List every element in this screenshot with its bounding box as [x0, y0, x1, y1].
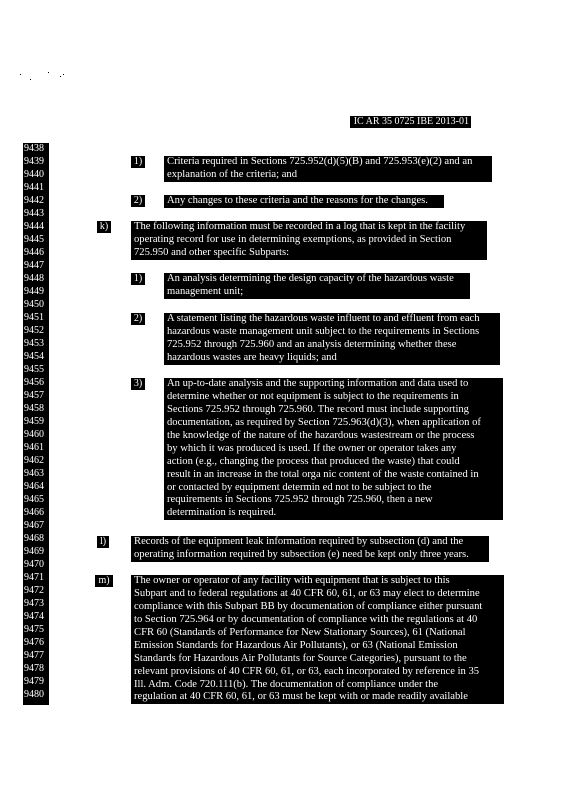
text-line: Records of the equipment leak information required by subsection (d) and the	[134, 536, 464, 547]
text-line: regulation at 40 CFR 60, 61, or 63 must be kept with or made readily available	[134, 691, 468, 703]
line-number: 9450	[24, 299, 44, 310]
line-number: 9452	[24, 325, 44, 336]
line-number: 9475	[24, 624, 44, 635]
line-number: 9459	[24, 416, 44, 427]
item-marker-k3: 3)	[131, 378, 145, 390]
text-line: The owner or operator of any facility with equipment that is subject to this	[134, 575, 450, 586]
text-line: result in an increase in the total orga nic content of the waste contained in	[167, 468, 479, 480]
line-number: 9438	[24, 143, 44, 154]
scan-speck	[30, 79, 31, 80]
text-line: relevant provisions of 40 CFR 60, 61, or 63, each incorporated by reference in 35	[134, 665, 480, 677]
line-number: 9474	[24, 611, 44, 622]
text-line: An up-to-date analysis and the supporting information and data used to	[167, 378, 469, 389]
item-marker-k2: 2)	[131, 313, 145, 325]
text-line: compliance with this Subpart BB by documentation of compliance either pursuant	[134, 600, 483, 612]
line-number: 9466	[24, 507, 44, 518]
line-number: 9458	[24, 403, 44, 414]
text-line: operating record for use in determining exemptions, as provided in Section	[134, 233, 452, 245]
paragraph-k2	[164, 313, 500, 365]
item-marker-2: 2)	[131, 195, 145, 207]
text-line: Standards for Hazardous Air Pollutants for Source Categories), pursuant to the	[134, 652, 467, 664]
document-header-id: IC AR 35 0725 IBE 2013-01	[350, 116, 471, 128]
item-marker-k: k)	[97, 221, 111, 233]
item-marker-1: 1)	[131, 156, 145, 168]
paragraph-k	[131, 221, 487, 260]
line-number: 9449	[24, 286, 44, 297]
line-number: 9469	[24, 546, 44, 557]
text-line: hazardous wastes are heavy liquids; and	[167, 351, 337, 363]
line-number: 9460	[24, 429, 44, 440]
text-line: An analysis determining the design capacity of the hazardous waste	[167, 273, 454, 284]
line-number: 9479	[24, 676, 44, 687]
text-line: A statement listing the hazardous waste influent to and effluent from each	[167, 313, 480, 324]
text-line: explanation of the criteria; and	[167, 168, 298, 180]
text-line: requirements in Sections 725.952 through 725.960, then a new	[167, 494, 433, 506]
text-line: documentation, as required by Section 725.963(d)(3), when application of	[167, 416, 481, 428]
line-number: 9478	[24, 663, 44, 674]
scan-speck	[60, 76, 61, 77]
line-number: 9439	[24, 156, 44, 167]
line-number: 9476	[24, 637, 44, 648]
text-line: 725.952 through 725.960 and an analysis determining whether these	[167, 338, 457, 350]
paragraph-m	[131, 575, 504, 704]
text-line: Sections 725.952 through 725.960. The record must include supporting	[167, 403, 469, 415]
line-number: 9443	[24, 208, 44, 219]
line-number: 9462	[24, 455, 44, 466]
line-number: 9453	[24, 338, 44, 349]
line-number: 9463	[24, 468, 44, 479]
line-number: 9472	[24, 585, 44, 596]
scan-speck	[63, 74, 64, 75]
line-number: 9456	[24, 377, 44, 388]
paragraph-l	[131, 536, 489, 562]
scan-specks	[16, 70, 76, 90]
line-number: 9457	[24, 390, 44, 401]
text-line: management unit;	[167, 285, 244, 297]
text-line: The following information must be recorded in a log that is kept in the facility	[134, 221, 466, 232]
text-line: determine whether or not equipment is subject to the requirements in	[167, 390, 459, 402]
paragraph-k3	[164, 378, 503, 520]
text-line: action (e.g., changing the process that produced the waste) that could	[167, 455, 460, 467]
line-number: 9447	[24, 260, 44, 271]
line-number: 9461	[24, 442, 44, 453]
line-number: 9465	[24, 494, 44, 505]
text-line: Emission Standards for Hazardous Air Pollutants), or 63 (National Emission	[134, 639, 458, 651]
line-number: 9442	[24, 195, 44, 206]
item-marker-k1: 1)	[131, 273, 145, 285]
text-line: operating information required by subsection (e) need be kept only three years.	[134, 548, 469, 560]
text-line: determination is required.	[167, 507, 277, 519]
text-line: Any changes to these criteria and the reasons for the changes.	[167, 195, 428, 206]
text-line: or contacted by equipment determin ed not to be subject to the	[167, 481, 432, 493]
text-line: to Section 725.964 or by documentation of compliance with the regulations at 40	[134, 613, 478, 625]
line-number: 9448	[24, 273, 44, 284]
text-line: CFR 60 (Standards of Performance for New Stationary Sources), 61 (National	[134, 626, 466, 638]
line-number: 9480	[24, 689, 44, 700]
line-number: 9471	[24, 572, 44, 583]
scan-speck	[48, 72, 49, 73]
line-number: 9451	[24, 312, 44, 323]
line-number: 9445	[24, 234, 44, 245]
line-number: 9444	[24, 221, 44, 232]
paragraph-2	[164, 195, 444, 208]
line-number: 9464	[24, 481, 44, 492]
text-line: by which it was produced is used. If the owner or operator takes any	[167, 442, 457, 454]
text-line: the knowledge of the nature of the hazardous wastestream or the process	[167, 429, 475, 441]
item-marker-m: m)	[95, 575, 113, 587]
line-number: 9454	[24, 351, 44, 362]
paragraph-1	[164, 156, 492, 182]
text-line: 725.950 and other specific Subparts:	[134, 246, 290, 258]
line-number: 9468	[24, 533, 44, 544]
line-number: 9473	[24, 598, 44, 609]
line-number: 9446	[24, 247, 44, 258]
line-number: 9467	[24, 520, 44, 531]
scan-speck	[20, 74, 21, 75]
text-line: hazardous waste management unit subject to the requirements in Sections	[167, 325, 480, 337]
text-line: Criteria required in Sections 725.952(d)(5)(B) and 725.953(e)(2) and an	[167, 156, 473, 167]
line-number: 9470	[24, 559, 44, 570]
text-line: Subpart and to federal regulations at 40 CFR 60, 61, or 63 may elect to determine	[134, 587, 480, 599]
item-marker-l: l)	[97, 536, 109, 548]
line-number: 9441	[24, 182, 44, 193]
paragraph-k1	[164, 273, 470, 299]
line-number: 9455	[24, 364, 44, 375]
line-number: 9477	[24, 650, 44, 661]
text-line: Ill. Adm. Code 720.111(b). The documentation of compliance under the	[134, 678, 439, 690]
line-number: 9440	[24, 169, 44, 180]
